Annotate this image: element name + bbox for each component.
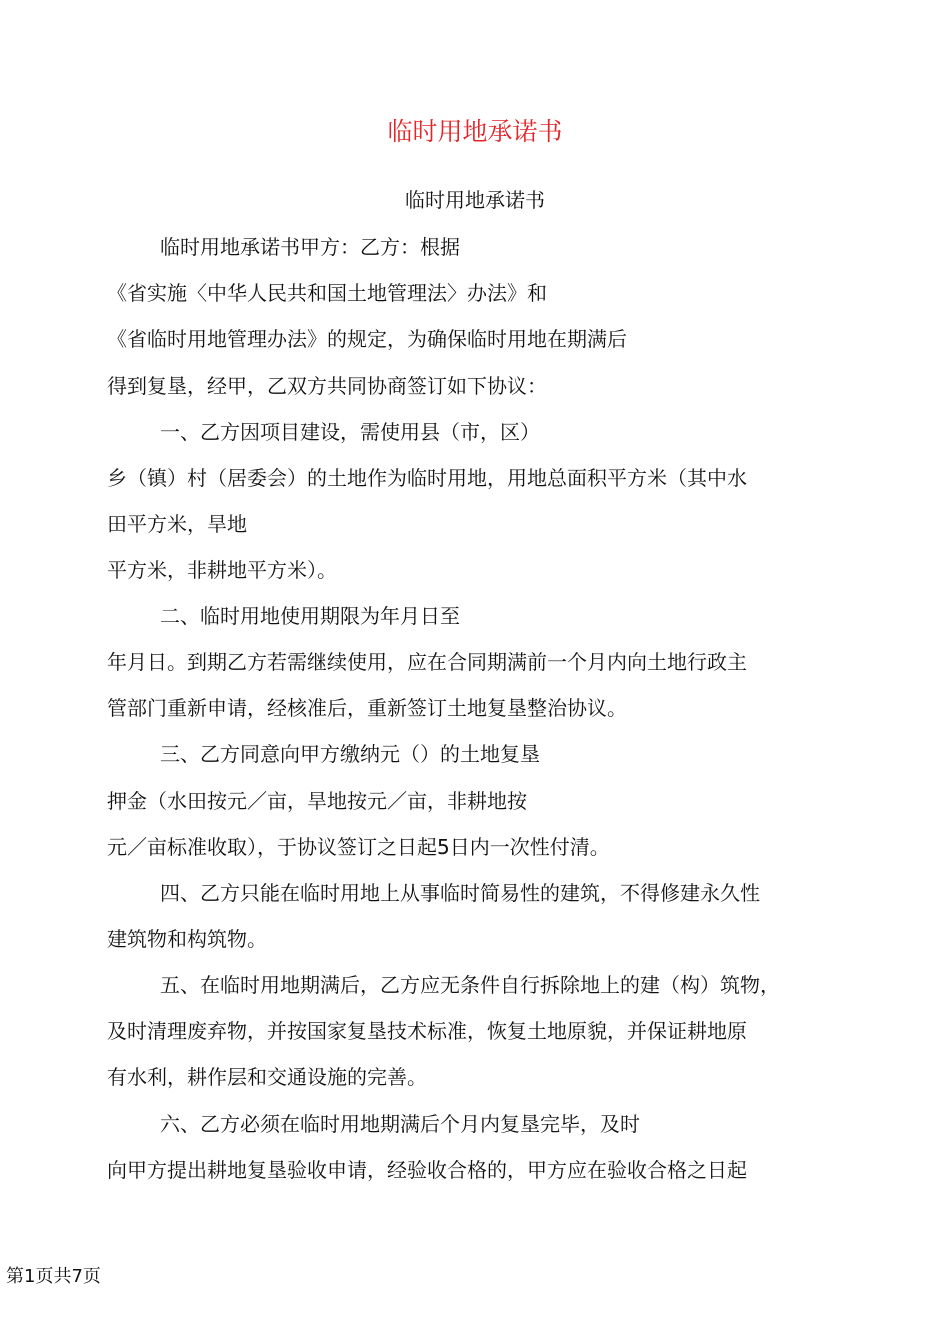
document-subtitle: 临时用地承诺书: [405, 188, 545, 212]
body-line: 《省临时用地管理办法》的规定，为确保临时用地在期满后: [107, 327, 627, 351]
document-title: 临时用地承诺书: [387, 117, 563, 146]
body-line: 年月日。到期乙方若需继续使用，应在合同期满前一个月内向土地行政主: [107, 650, 747, 674]
body-line: 临时用地承诺书甲方：乙方：根据: [160, 235, 460, 259]
body-line: 元／亩标准收取），于协议签订之日起5日内一次性付清。: [107, 835, 610, 859]
body-line: 有水利，耕作层和交通设施的完善。: [107, 1065, 427, 1089]
body-line: 及时清理废弃物，并按国家复垦技术标准，恢复土地原貌，并保证耕地原: [107, 1019, 747, 1043]
page-number: 第1页共7页: [6, 1266, 101, 1287]
body-line: 得到复垦，经甲，乙双方共同协商签订如下协议：: [107, 374, 547, 398]
clause-2-line: 二、临时用地使用期限为年月日至: [160, 604, 460, 628]
body-line: 押金（水田按元／亩，旱地按元／亩，非耕地按: [107, 789, 527, 813]
clause-4-line: 四、乙方只能在临时用地上从事临时简易性的建筑，不得修建永久性: [160, 881, 760, 905]
body-line: 向甲方提出耕地复垦验收申请，经验收合格的，甲方应在验收合格之日起: [107, 1158, 747, 1182]
clause-5-line: 五、在临时用地期满后，乙方应无条件自行拆除地上的建（构）筑物，: [160, 973, 780, 997]
clause-6-line: 六、乙方必须在临时用地期满后个月内复垦完毕，及时: [160, 1112, 640, 1136]
body-line: 乡（镇）村（居委会）的土地作为临时用地，用地总面积平方米（其中水: [107, 466, 747, 490]
body-line: 田平方米，旱地: [107, 512, 247, 536]
clause-1-line: 一、乙方因项目建设，需使用县（市，区）: [160, 420, 540, 444]
body-line: 管部门重新申请，经核准后，重新签订土地复垦整治协议。: [107, 696, 627, 720]
clause-3-line: 三、乙方同意向甲方缴纳元（）的土地复垦: [160, 742, 540, 766]
body-line: 《省实施〈中华人民共和国土地管理法〉办法》和: [107, 281, 547, 305]
body-line: 平方米，非耕地平方米）。: [107, 558, 337, 582]
body-line: 建筑物和构筑物。: [107, 927, 267, 951]
